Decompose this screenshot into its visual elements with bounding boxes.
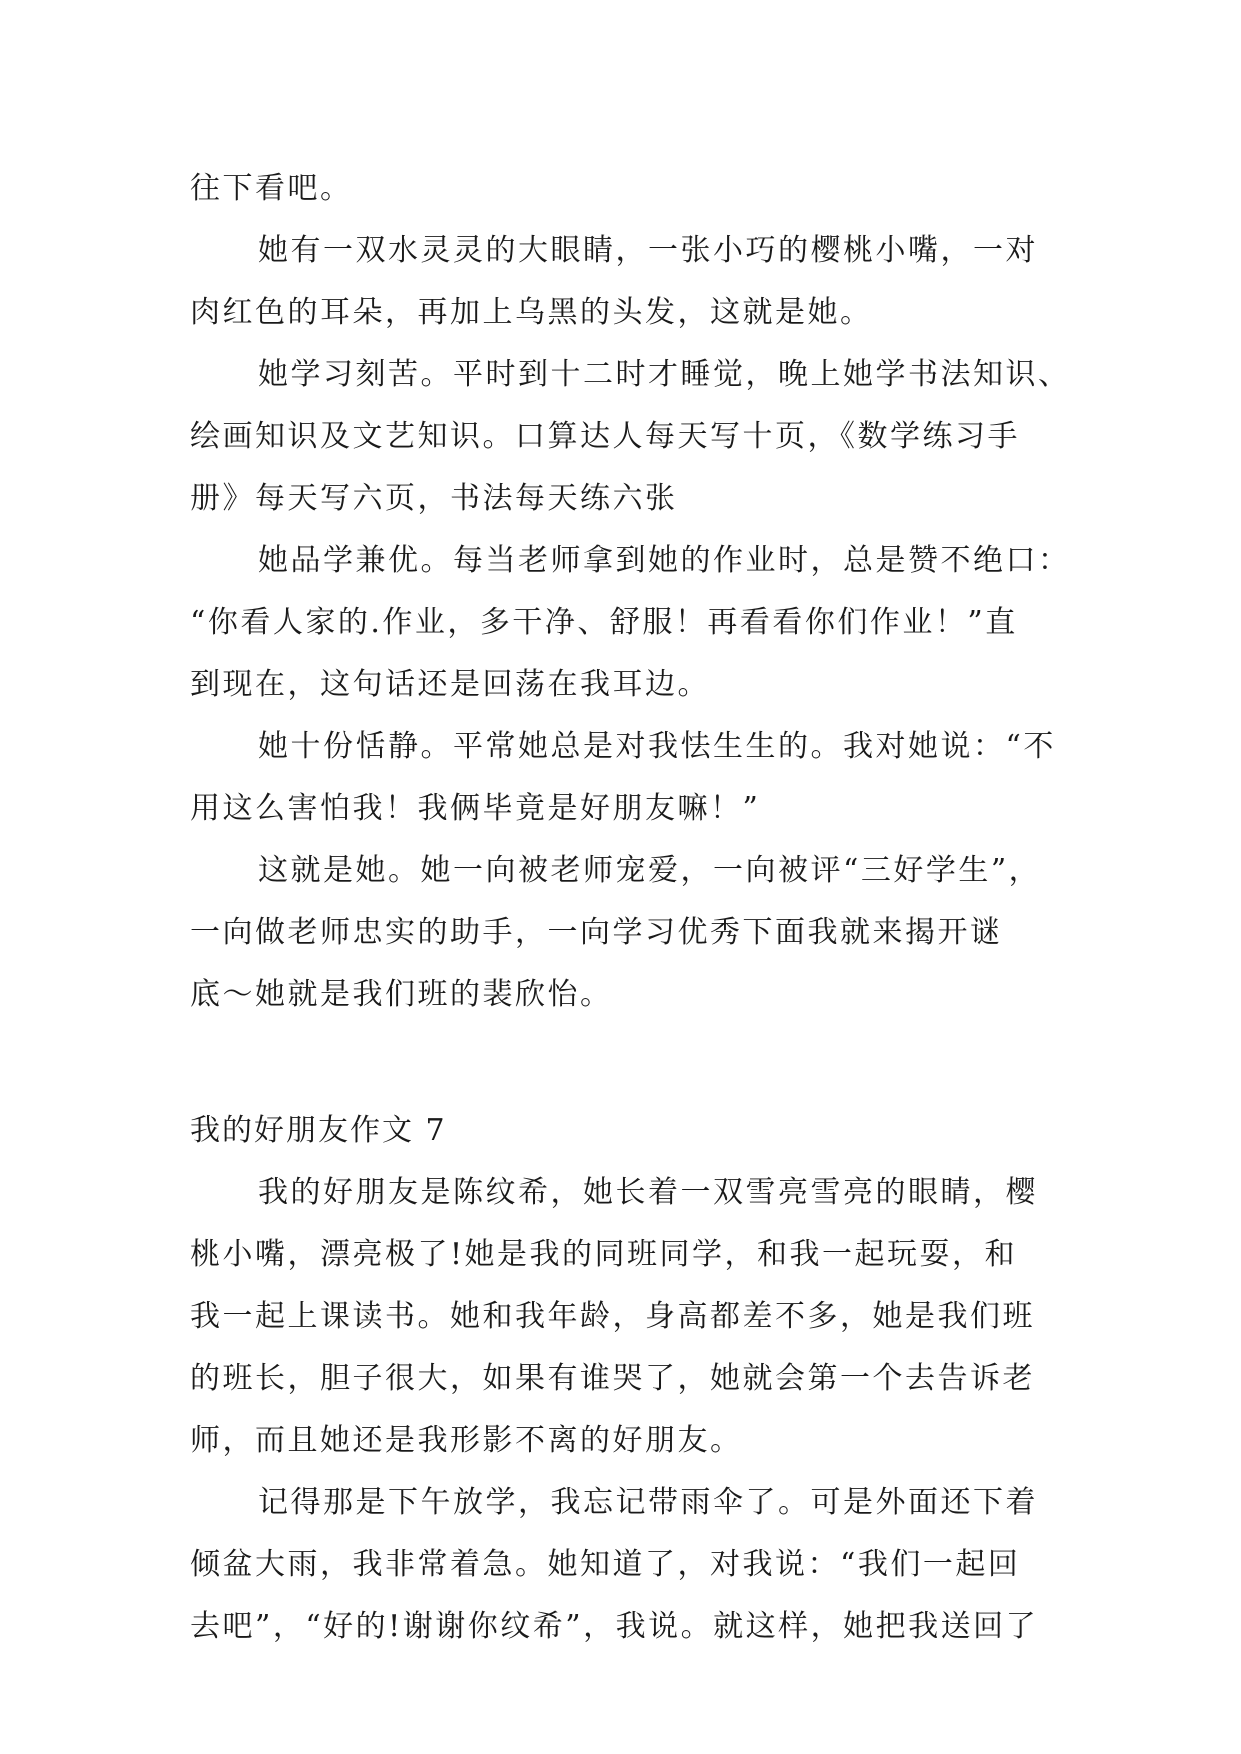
paragraph-start: 这就是她。她一向被老师宠爱，一向被评“三好学生”，	[258, 853, 1042, 888]
section-gap	[190, 1026, 1050, 1100]
document-body	[190, 158, 1071, 1658]
text-line: 绘画知识及文艺知识。口算达人每天写十页，《数学练习手	[190, 419, 1020, 454]
text-line: 去吧”，“好的!谢谢你纹希”，我说。就这样，她把我送回了	[190, 1609, 1039, 1644]
paragraph-start: 记得那是下午放学，我忘记带雨伞了。可是外面还下着	[258, 1485, 1038, 1520]
text-line: 底～她就是我们班的裴欣怡。	[190, 977, 613, 1012]
text-line: 我一起上课读书。她和我年龄，身高都差不多，她是我们班	[190, 1299, 1035, 1334]
text-line: 师，而且她还是我形影不离的好朋友。	[190, 1423, 743, 1458]
text-line: 桃小嘴，漂亮极了!她是我的同班同学，和我一起玩耍，和	[190, 1237, 1018, 1272]
paragraph-start: 她学习刻苦。平时到十二时才睡觉，晚上她学书法知识、	[258, 357, 1071, 392]
text-line: 用这么害怕我！我俩毕竟是好朋友嘛！”	[190, 791, 761, 826]
text-line: 册》每天写六页，书法每天练六张	[190, 481, 678, 516]
text-line: 的班长，胆子很大，如果有谁哭了，她就会第一个去告诉老	[190, 1361, 1035, 1396]
text-line: “你看人家的.作业，多干净、舒服！再看看你们作业！”直	[190, 605, 1018, 640]
section-heading: 我的好朋友作文 7	[190, 1113, 447, 1148]
text-line: 一向做老师忠实的助手，一向学习优秀下面我就来揭开谜	[190, 915, 1003, 950]
text-line: 肉红色的耳朵，再加上乌黑的头发，这就是她。	[190, 295, 873, 330]
paragraph-start: 我的好朋友是陈纹希，她长着一双雪亮雪亮的眼睛，樱	[258, 1175, 1038, 1210]
paragraph-start: 她十份恬静。平常她总是对我怯生生的。我对她说：“不	[258, 729, 1056, 764]
text-line: 往下看吧。	[190, 171, 353, 206]
paragraph-start: 她品学兼优。每当老师拿到她的作业时，总是赞不绝口：	[258, 543, 1071, 578]
text-line: 倾盆大雨，我非常着急。她知道了，对我说：“我们一起回	[190, 1547, 1021, 1582]
text-line: 到现在，这句话还是回荡在我耳边。	[190, 667, 710, 702]
paragraph-start: 她有一双水灵灵的大眼睛，一张小巧的樱桃小嘴，一对	[258, 233, 1038, 268]
